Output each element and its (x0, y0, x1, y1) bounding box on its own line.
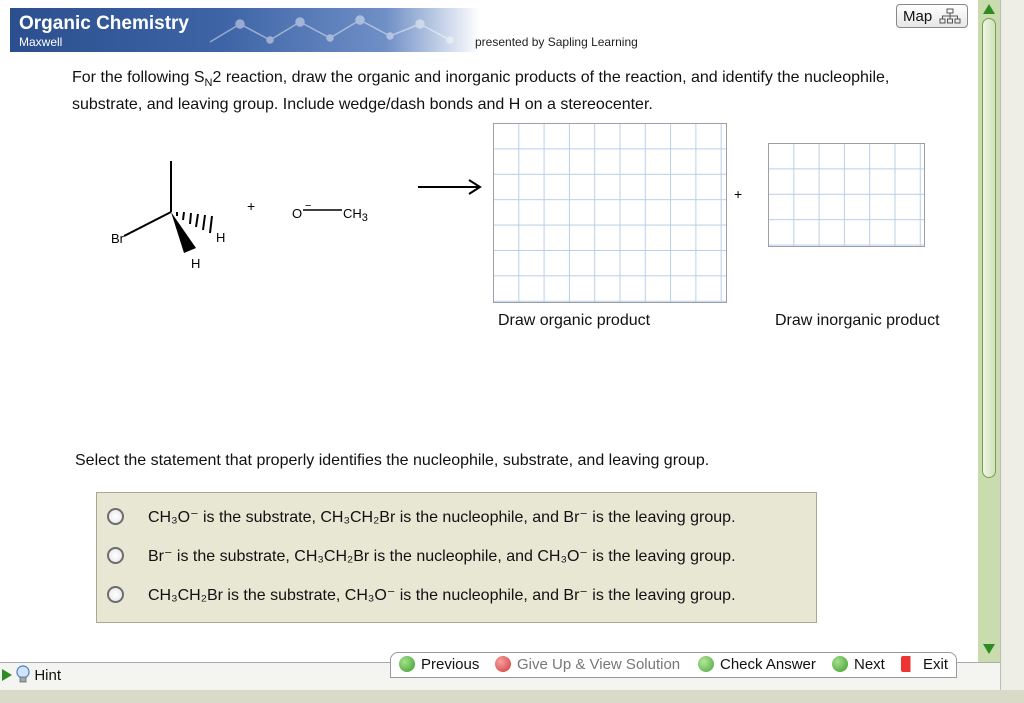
atom-h-dash: H (216, 230, 226, 245)
choice-label: CH₃CH₂Br is the substrate, CH₃O⁻ is the nucleophile, and Br⁻ is the leaving group. (148, 587, 736, 604)
radio-button[interactable] (107, 547, 124, 564)
select-prompt: Select the statement that properly identifies the nucleophile, substrate, and leaving group. (75, 452, 710, 469)
inorganic-product-caption: Draw inorganic product (775, 312, 940, 329)
checkmark-icon (698, 656, 714, 672)
hint-label: Hint (34, 667, 62, 684)
choice-option[interactable] (97, 577, 816, 615)
choice-option[interactable] (97, 538, 816, 576)
nucleophile-charge: − (305, 200, 312, 212)
window-frame-bottom (0, 690, 1024, 703)
exit-button[interactable]: Exit (901, 656, 948, 673)
organic-product-caption: Draw organic product (498, 312, 651, 329)
check-answer-button[interactable]: Check Answer (698, 656, 816, 673)
scroll-up-arrow-icon[interactable] (982, 2, 996, 16)
choice-option[interactable] (97, 499, 816, 537)
next-arrow-icon (832, 656, 848, 672)
give-up-button[interactable]: Give Up & View Solution (495, 656, 680, 673)
choice-label: CH₃O⁻ is the substrate, CH₃CH₂Br is the nucleophile, and Br⁻ is the leaving group. (148, 509, 736, 526)
choice-label: Br⁻ is the substrate, CH₃CH₂Br is the nucleophile, and CH₃O⁻ is the leaving group. (148, 548, 736, 565)
previous-arrow-icon (399, 656, 415, 672)
reaction-arrow-icon (418, 180, 480, 194)
presented-by: presented by Sapling Learning (475, 35, 638, 49)
hint-button[interactable] (2, 665, 61, 684)
course-title: Organic Chemistry (19, 13, 189, 34)
organic-product-canvas[interactable] (493, 123, 727, 303)
next-button[interactable]: Next (832, 656, 885, 673)
answer-choices (96, 492, 817, 623)
atom-h-wedge: H (191, 256, 201, 271)
plus-sign-products: + (734, 186, 743, 202)
nucleophile-oxygen: O (292, 206, 303, 221)
window-edge (1000, 0, 1024, 703)
lightbulb-icon (16, 665, 30, 683)
scrollbar-thumb[interactable] (982, 18, 996, 478)
scroll-down-arrow-icon[interactable] (982, 642, 996, 656)
navigation-bar (390, 652, 957, 678)
question-text: For the following $S_N2$ reaction, draw the organic and inorganic products of the reaction, and identify the nucleophile, substrate, and leaving group. Include wedge/dash bonds and H on a stereocenter. (72, 69, 890, 114)
radio-button[interactable] (107, 508, 124, 525)
course-author: Maxwell (19, 35, 63, 49)
bond-br (124, 212, 171, 236)
previous-button[interactable]: Previous (399, 656, 479, 673)
map-label: Map (903, 8, 933, 25)
cancel-x-icon (495, 656, 511, 672)
atom-br: Br (111, 231, 124, 246)
nucleophile-methyl: $CH_3$ (343, 206, 368, 224)
radio-button[interactable] (107, 586, 124, 603)
plus-sign: + (247, 198, 256, 214)
inorganic-product-canvas[interactable] (768, 143, 925, 247)
play-arrow-icon (2, 669, 12, 681)
exit-door-icon (901, 656, 917, 672)
